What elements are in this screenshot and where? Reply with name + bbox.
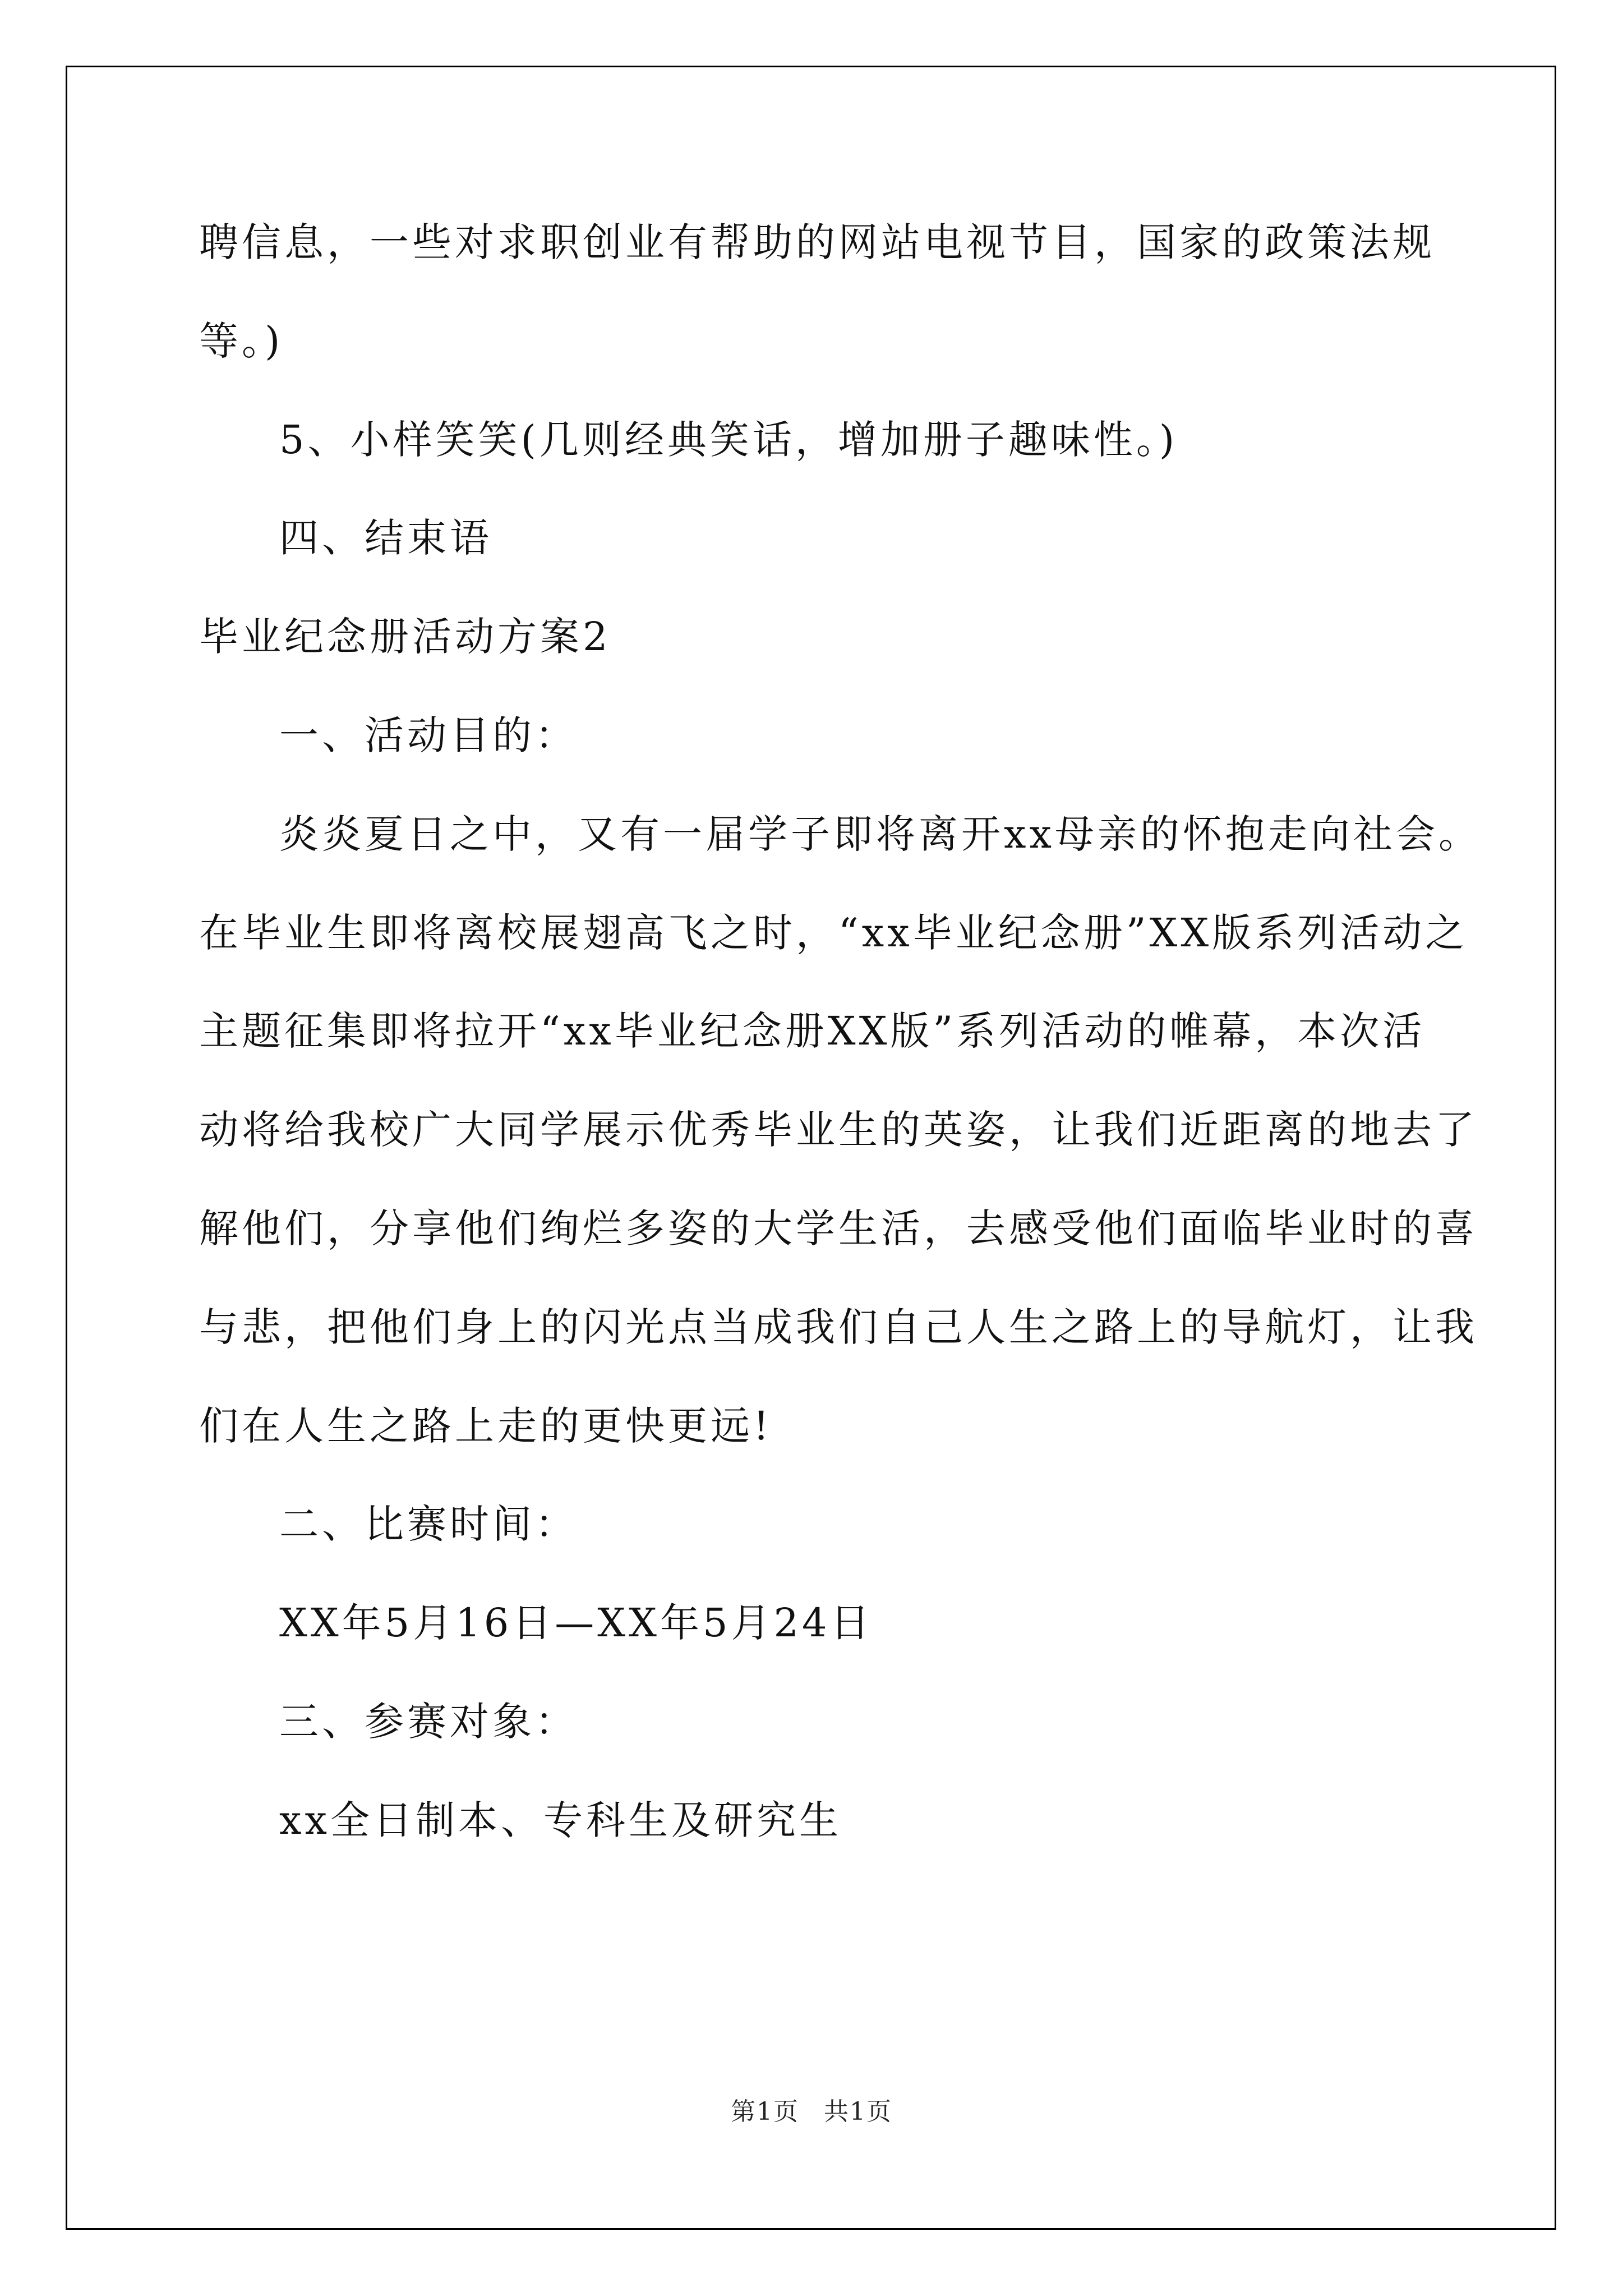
- paragraph-line: 炎炎夏日之中，又有一届学子即将离开xx母亲的怀抱走向社会。: [279, 811, 1481, 857]
- paragraph-line: 解他们，分享他们绚烂多姿的大学生活，去感受他们面临毕业时的喜: [199, 1205, 1478, 1251]
- section-heading: 三、参赛对象：: [279, 1699, 578, 1745]
- section-heading: 四、结束语: [279, 515, 492, 561]
- paragraph-line: 主题征集即将拉开“xx毕业纪念册XX版”系列活动的帷幕，本次活: [199, 1008, 1426, 1054]
- paragraph-line: 聘信息，一些对求职创业有帮助的网站电视节目，国家的政策法规: [199, 219, 1435, 265]
- document-title: 毕业纪念册活动方案2: [199, 614, 611, 660]
- paragraph-line: 等。): [199, 318, 284, 364]
- paragraph-line: 动将给我校广大同学展示优秀毕业生的英姿，让我们近距离的地去了: [199, 1107, 1478, 1153]
- paragraph-line: 在毕业生即将离校展翅高飞之时，“xx毕业纪念册”XX版系列活动之: [199, 910, 1468, 956]
- paragraph-line: 与悲，把他们身上的闪光点当成我们自己人生之路上的导航灯，让我: [199, 1304, 1478, 1350]
- list-item: 5、小样笑笑(几则经典笑话，增加册子趣味性。): [279, 417, 1178, 463]
- section-heading: 一、活动目的：: [279, 712, 578, 758]
- paragraph-line: 们在人生之路上走的更快更远!: [199, 1403, 773, 1449]
- page-number: 第1页: [731, 2097, 799, 2126]
- page-total: 共1页: [824, 2097, 892, 2126]
- paragraph-line: XX年5月16日—XX年5月24日: [279, 1600, 873, 1646]
- page-footer: [0, 2091, 1623, 2127]
- section-heading: 二、比赛时间：: [279, 1501, 578, 1547]
- paragraph-line: xx全日制本、专科生及研究生: [279, 1797, 842, 1843]
